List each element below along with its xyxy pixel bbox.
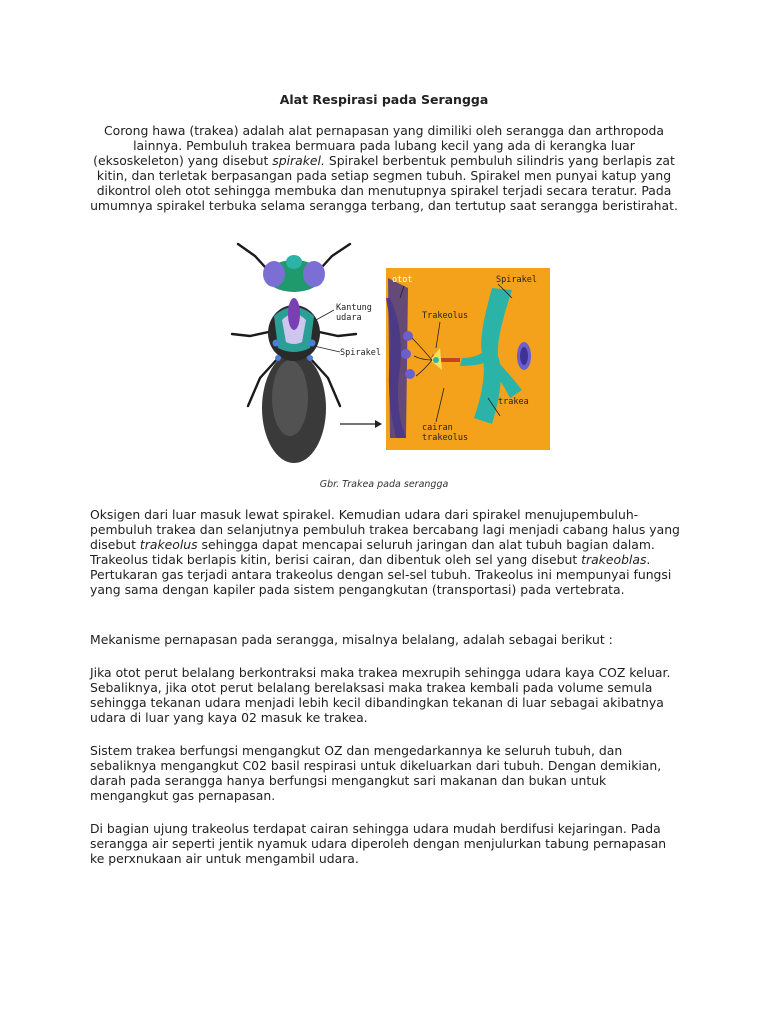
paragraph-kontraksi: Jika otot perut belalang berkontraksi maka trakea mexrupih sehingga udara kaya COZ keluar. Sebaliknya, jika otot perut belalang berelaksasi maka trakea kembali pada volume semula sehingga tekanan udara menjadi lebih kecil dibandingkan tekanan di luar sebagai akibatnya udara di luar yang kaya 02 masuk ke trakea. — [90, 665, 671, 726]
label-cairan-trakeolus: trakeolus — [422, 433, 469, 443]
trachea-detail-panel — [386, 268, 550, 450]
label-cairan: cairan — [422, 423, 453, 433]
paragraph-sistem-trakea: Sistem trakea berfungsi mengangkut OZ dan mengedarkannya ke seluruh tubuh, dan sebaliknya mengangkut C02 basil respirasi untuk dikeluarkan dari tubuh. Dengan demikian, darah pada serangga hanya berfungsi mengangkut sari makanan dan bukan untuk mengangkut gas pernapasan. — [90, 743, 662, 804]
label-otot: otot — [392, 275, 413, 285]
intro-paragraph — [88, 123, 680, 214]
label-trakeolus: Trakeolus — [422, 311, 469, 321]
para1-text-b: sehingga dapat mencapai seluruh jaringan dan alat tubuh bagian dalam. Trakeolus tidak berlapis kitin, berisi cairan, dan dibentuk oleh sel yang disebut — [90, 537, 655, 568]
intro-text-2: Spirakel berbentuk pembuluh silindris yang berlapis zat kitin, dan terletak berpasangan pada setiap segmen tubuh. Spirakel men punyai katup yang dikontrol oleh otot sehingga membuka dan menutupnya spirakel terjadi secara teratur. Pada umumnya spirakel terbuka selama serangga terbang, dan tertutup saat serangga beristirahat. — [90, 153, 678, 214]
insect-illustration — [232, 244, 381, 463]
intro-emphasis-spirakel: spirakel. — [272, 153, 325, 169]
emphasis-trakeolus: trakeolus — [139, 537, 198, 553]
paragraph-oksigen — [90, 507, 682, 598]
pointer-arrow — [340, 420, 382, 428]
intro-text-1: Corong hawa (trakea) adalah alat pernapasan yang dimiliki oleh serangga dan arthropoda lainnya. Pembuluh trakea bermuara pada lubang kecil yang ada di kerangka luar (eksoskeleton) yang disebut — [93, 123, 665, 169]
para1-text-c: . Pertukaran gas terjadi antara trakeolus dengan sel-sel tubuh. Trakeolus ini mempunyai fungsi yang sama dengan kapiler pada sistem pengangkutan (transportasi) pada vertebrata. — [90, 552, 672, 598]
figure-caption: Gbr. Trakea pada serangga — [319, 479, 449, 490]
insect-trachea-figure — [230, 238, 560, 466]
document-title: Alat Respirasi pada Serangga — [279, 92, 489, 107]
label-spirakel-detail: Spirakel — [496, 275, 537, 285]
paragraph-ujung-trakeolus: Di bagian ujung trakeolus terdapat cairan sehingga udara mudah berdifusi kejaringan. Pada serangga air seperti jentik nyamuk udara diperoleh dengan menjulurkan tabung pernapasan ke perxnukaan air untuk mengambil udara. — [90, 821, 667, 867]
label-spirakel-body: Spirakel — [340, 348, 381, 358]
paragraph-mekanisme: Mekanisme pernapasan pada serangga, misalnya belalang, adalah sebagai berikut : — [90, 632, 613, 647]
label-kantung: Kantung — [336, 303, 372, 313]
label-udara: udara — [336, 313, 362, 323]
label-trakea: trakea — [498, 397, 529, 407]
para1-text-a: Oksigen dari luar masuk lewat spirakel. Kemudian udara dari spirakel menujupembuluh-pembuluh trakea dan selanjutnya pembuluh trakea bercabang lagi menjadi cabang halus yang disebut — [90, 507, 680, 553]
emphasis-trakeoblas: trakeoblas — [581, 552, 647, 568]
